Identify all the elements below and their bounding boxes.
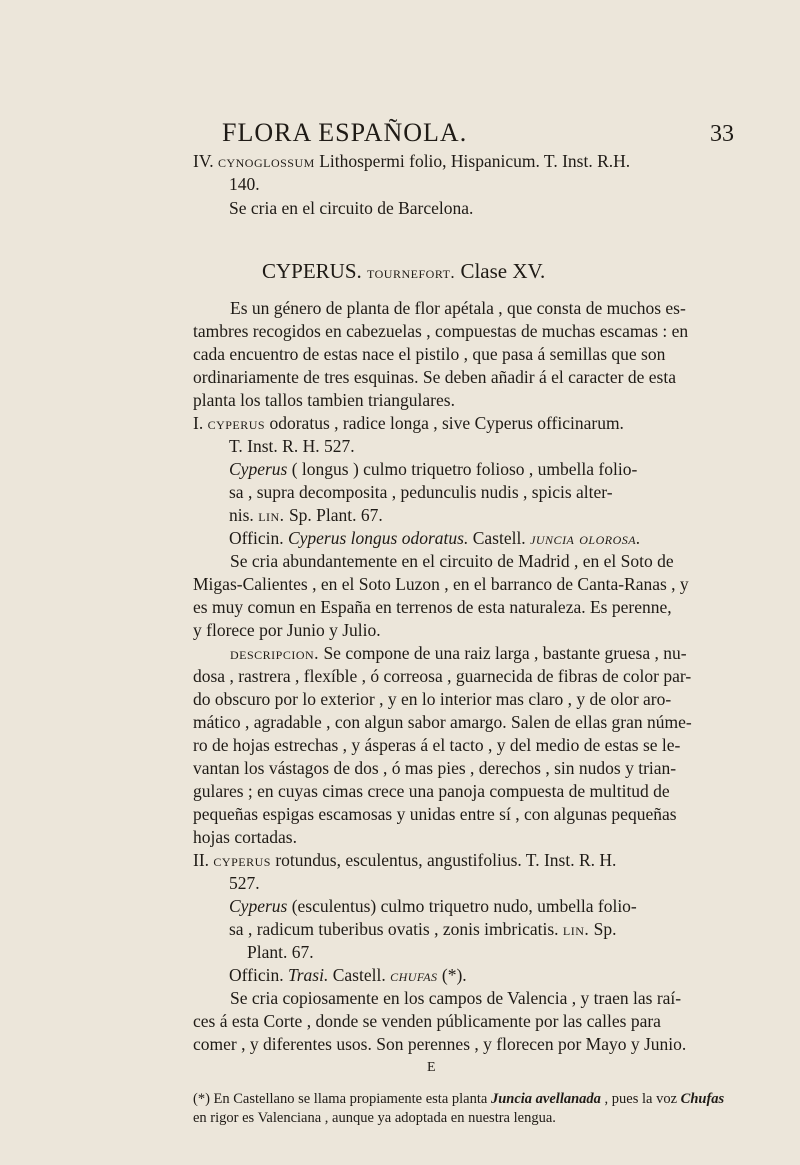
habitat-line: Migas-Calientes , en el Soto Luzon , en el barranco de Canta-Ranas , y <box>193 574 689 594</box>
description-line-first <box>230 642 687 664</box>
intro-line: planta los tallos tambien triangulares. <box>193 390 455 410</box>
section-class: Clase XV. <box>460 259 546 283</box>
species-label: II. <box>193 850 210 870</box>
species-text: rotundus, esculentus, angustifolius. T. Inst. R. H. <box>270 850 617 870</box>
genus-italic: Cyperus <box>229 459 288 479</box>
species-text: Castell. <box>468 528 531 548</box>
species-2-line-2: 527. <box>229 873 260 893</box>
description-line: do obscuro por lo exterior , y en lo interior mas claro , y de olor aro- <box>193 689 672 709</box>
common-name: chufas <box>390 965 438 985</box>
section-genus: CYPERUS. <box>262 259 362 283</box>
footnote-line-2: en rigor es Valenciana , aunque ya adoptada en nuestra lengua. <box>193 1110 556 1126</box>
species-label: I. <box>193 413 204 433</box>
species-1-line-3 <box>229 458 637 480</box>
species-1-line-1 <box>193 412 624 434</box>
intro-line: cada encuentro de estas nace el pistilo , que pasa á semillas que son <box>193 344 666 364</box>
description-line: dosa , rastrera , flexíble , ó correosa , guarnecida de fibras de color par- <box>193 666 692 686</box>
species-1-line-2: T. Inst. R. H. 527. <box>229 436 355 456</box>
author-abbrev: lin. <box>562 919 590 939</box>
entry-text: Lithospermi folio, Hispanicum. T. Inst. R.H. <box>314 151 631 171</box>
intro-line: ordinariamente de tres esquinas. Se deben añadir á el caracter de esta <box>193 367 676 387</box>
entry-iv-line-1 <box>193 150 630 172</box>
description-line: pequeñas espigas escamosas y unidas entre sí , con algunas pequeñas <box>193 804 677 824</box>
species-2-line-1 <box>193 849 616 871</box>
officinal-name: Trasi. <box>287 965 329 985</box>
habitat-line: Se cria copiosamente en los campos de Valencia , y traen las raí- <box>230 988 682 1008</box>
species-text: Sp. <box>589 919 617 939</box>
habitat-line: y florece por Junio y Julio. <box>193 620 381 640</box>
species-2-line-5: Plant. 67. <box>247 942 314 962</box>
species-text: ( longus ) culmo triquetro folioso , umbella folio- <box>287 459 638 479</box>
species-text: sa , radicum tuberibus ovatis , zonis imbricatis. <box>229 919 563 939</box>
author-abbrev: lin. <box>258 505 285 525</box>
species-text: Officin. <box>229 965 288 985</box>
species-text: Sp. Plant. 67. <box>284 505 383 525</box>
footnote-ref: (*). <box>437 965 467 985</box>
species-2-line-3 <box>229 895 637 917</box>
signature-mark: E <box>427 1060 436 1075</box>
species-text: (esculentus) culmo triquetro nudo, umbella folio- <box>287 896 637 916</box>
entry-iv-habitat: Se cria en el circuito de Barcelona. <box>229 198 474 218</box>
genus-name: cyperus <box>207 413 266 433</box>
section-author: tournefort. <box>367 263 456 282</box>
species-text: Officin. <box>229 528 288 548</box>
species-text: odoratus , radice longa , sive Cyperus officinarum. <box>265 413 624 433</box>
page-number: 33 <box>710 121 734 147</box>
footnote-text: , pues la voz <box>600 1091 681 1107</box>
species-1-line-4: sa , supra decomposita , pedunculis nudis , spicis alter- <box>229 482 613 502</box>
description-line: vantan los vástagos de dos , ó mas pies , derechos , sin nudos y trian- <box>193 758 677 778</box>
running-header: FLORA ESPAÑOLA. <box>222 118 468 147</box>
habitat-line: comer , y diferentes usos. Son perennes , y florecen por Mayo y Junio. <box>193 1034 687 1054</box>
genus-name: cynoglossum <box>217 151 315 171</box>
species-2-line-6 <box>229 964 467 986</box>
intro-line: tambres recogidos en cabezuelas , compuestas de muchas escamas : en <box>193 321 689 341</box>
habitat-line: Se cria abundantemente en el circuito de Madrid , en el Soto de <box>230 551 674 571</box>
section-title <box>262 259 545 284</box>
description-line: hojas cortadas. <box>193 827 297 847</box>
habitat-line: ces á esta Corte , donde se venden públicamente por las calles para <box>193 1011 661 1031</box>
intro-line: Es un género de planta de flor apétala , que consta de muchos es- <box>230 298 686 318</box>
species-1-line-5 <box>229 504 383 526</box>
footnote-italic: Chufas <box>680 1091 725 1107</box>
species-2-line-4 <box>229 918 617 940</box>
footnote-text: (*) En Castellano se llama propiamente esta planta <box>193 1091 491 1107</box>
officinal-name: Cyperus longus odoratus. <box>287 528 469 548</box>
entry-label: IV. <box>193 151 214 171</box>
entry-iv-line-2: 140. <box>229 174 260 194</box>
description-line: ro de hojas estrechas , y ásperas á el tacto , y del medio de estas se le- <box>193 735 681 755</box>
description-text: Se compone de una raiz larga , bastante gruesa , nu- <box>319 643 687 663</box>
description-line: gulares ; en cuyas cimas crece una panoja compuesta de multitud de <box>193 781 670 801</box>
genus-italic: Cyperus <box>229 896 288 916</box>
species-1-line-6 <box>229 527 641 549</box>
species-text: Castell. <box>328 965 391 985</box>
description-line: mático , agradable , con algun sabor amargo. Salen de ellas gran núme- <box>193 712 692 732</box>
habitat-line: es muy comun en España en terrenos de esta naturaleza. Es perenne, <box>193 597 672 617</box>
species-text: nis. <box>229 505 259 525</box>
footnote-italic: Juncia avellanada <box>490 1091 601 1107</box>
common-name: juncia olorosa. <box>530 528 641 548</box>
genus-name: cyperus <box>213 850 271 870</box>
footnote-line-1 <box>193 1090 724 1108</box>
description-label: descripcion. <box>230 643 320 663</box>
